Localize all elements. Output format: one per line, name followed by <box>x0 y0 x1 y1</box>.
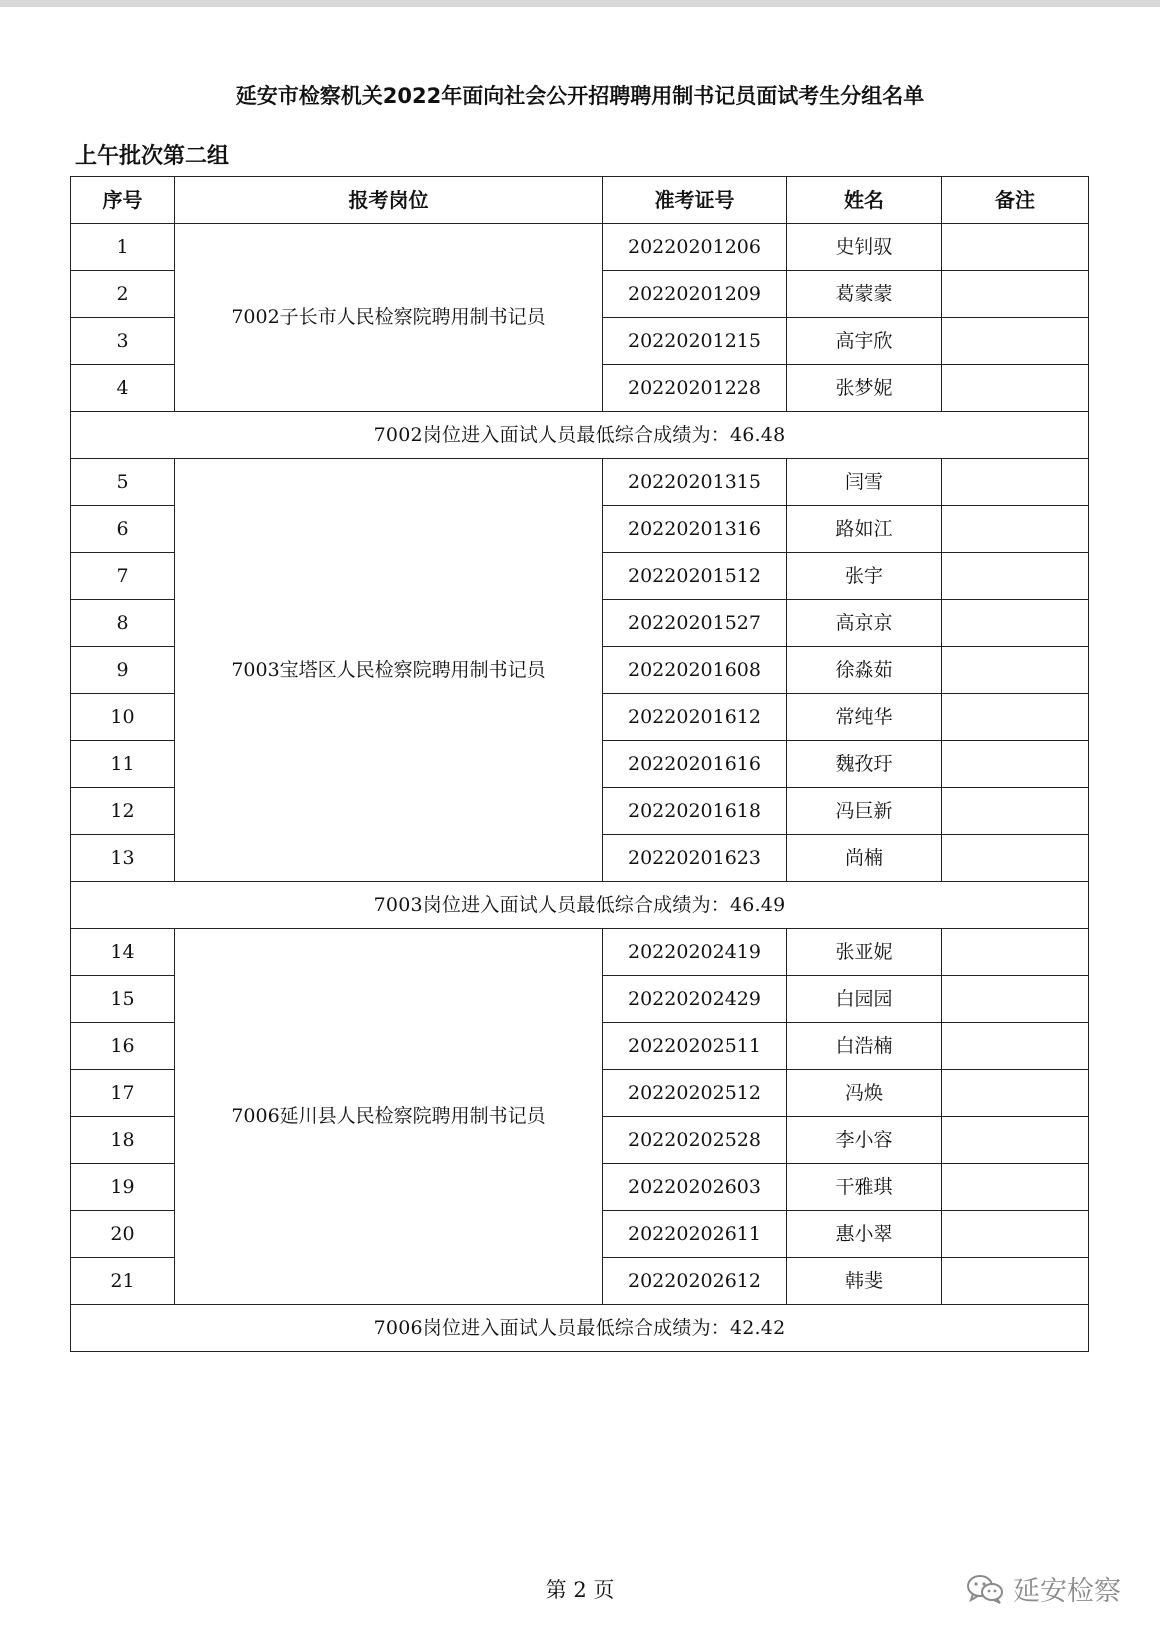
candidate-name-cell: 张梦妮 <box>787 365 942 412</box>
candidate-name-cell: 闫雪 <box>787 459 942 506</box>
exam-id-cell: 20220202429 <box>603 976 787 1023</box>
candidate-name-cell: 冯巨新 <box>787 788 942 835</box>
remark-cell <box>942 459 1089 506</box>
candidate-name-cell: 干雅琪 <box>787 1164 942 1211</box>
exam-id-cell: 20220201608 <box>603 647 787 694</box>
row-index-cell: 5 <box>71 459 175 506</box>
position-cell: 7006延川县人民检察院聘用制书记员 <box>175 929 603 1305</box>
exam-id-cell: 20220201209 <box>603 271 787 318</box>
minimum-score-summary: 7003岗位进入面试人员最低综合成绩为：46.49 <box>71 882 1089 929</box>
candidate-name-cell: 葛蒙蒙 <box>787 271 942 318</box>
candidate-name-cell: 徐淼茹 <box>787 647 942 694</box>
exam-id-cell: 20220201527 <box>603 600 787 647</box>
row-index-cell: 20 <box>71 1211 175 1258</box>
remark-cell <box>942 1211 1089 1258</box>
exam-id-cell: 20220201623 <box>603 835 787 882</box>
wechat-watermark <box>965 1569 1121 1608</box>
row-index-cell: 6 <box>71 506 175 553</box>
remark-cell <box>942 600 1089 647</box>
candidate-name-cell: 尚楠 <box>787 835 942 882</box>
candidate-name-cell: 张亚妮 <box>787 929 942 976</box>
exam-id-cell: 20220202419 <box>603 929 787 976</box>
row-index-cell: 17 <box>71 1070 175 1117</box>
row-index-cell: 9 <box>71 647 175 694</box>
candidate-name-cell: 白浩楠 <box>787 1023 942 1070</box>
candidate-name-cell: 常纯华 <box>787 694 942 741</box>
row-index-cell: 8 <box>71 600 175 647</box>
remark-cell <box>942 741 1089 788</box>
row-index-cell: 16 <box>71 1023 175 1070</box>
header-index: 序号 <box>71 177 175 224</box>
table-row <box>71 224 1089 271</box>
row-index-cell: 14 <box>71 929 175 976</box>
exam-id-cell: 20220201315 <box>603 459 787 506</box>
remark-cell <box>942 224 1089 271</box>
row-index-cell: 19 <box>71 1164 175 1211</box>
document-title: 延安市检察机关2022年面向社会公开招聘聘用制书记员面试考生分组名单 <box>235 84 925 108</box>
remark-cell <box>942 318 1089 365</box>
row-index-cell: 15 <box>71 976 175 1023</box>
header-exam-id: 准考证号 <box>603 177 787 224</box>
exam-id-cell: 20220201206 <box>603 224 787 271</box>
exam-id-cell: 20220201616 <box>603 741 787 788</box>
row-index-cell: 2 <box>71 271 175 318</box>
minimum-score-summary: 7002岗位进入面试人员最低综合成绩为：46.48 <box>71 412 1089 459</box>
candidate-name-cell: 高京京 <box>787 600 942 647</box>
candidate-name-cell: 路如江 <box>787 506 942 553</box>
exam-id-cell: 20220201512 <box>603 553 787 600</box>
remark-cell <box>942 365 1089 412</box>
remark-cell <box>942 647 1089 694</box>
page-number: 第 2 页 <box>545 1578 615 1602</box>
remark-cell <box>942 1070 1089 1117</box>
candidate-name-cell: 惠小翠 <box>787 1211 942 1258</box>
interview-group-table <box>70 176 1089 1352</box>
table-header-row <box>71 177 1089 224</box>
watermark-text: 延安检察 <box>1013 1576 1121 1607</box>
exam-id-cell: 20220202603 <box>603 1164 787 1211</box>
table-body <box>71 224 1089 1352</box>
position-cell: 7003宝塔区人民检察院聘用制书记员 <box>175 459 603 882</box>
wechat-icon <box>965 1573 1005 1605</box>
row-index-cell: 18 <box>71 1117 175 1164</box>
remark-cell <box>942 835 1089 882</box>
section-summary-row <box>71 1305 1089 1352</box>
row-index-cell: 7 <box>71 553 175 600</box>
section-summary-row <box>71 412 1089 459</box>
candidate-name-cell: 冯焕 <box>787 1070 942 1117</box>
minimum-score-summary: 7006岗位进入面试人员最低综合成绩为：42.42 <box>71 1305 1089 1352</box>
row-index-cell: 10 <box>71 694 175 741</box>
row-index-cell: 11 <box>71 741 175 788</box>
position-cell: 7002子长市人民检察院聘用制书记员 <box>175 224 603 412</box>
table-row <box>71 929 1089 976</box>
row-index-cell: 3 <box>71 318 175 365</box>
remark-cell <box>942 1023 1089 1070</box>
exam-id-cell: 20220202511 <box>603 1023 787 1070</box>
header-position: 报考岗位 <box>175 177 603 224</box>
remark-cell <box>942 694 1089 741</box>
exam-id-cell: 20220202512 <box>603 1070 787 1117</box>
remark-cell <box>942 929 1089 976</box>
top-edge-bar <box>0 0 1160 7</box>
exam-id-cell: 20220202612 <box>603 1258 787 1305</box>
exam-id-cell: 20220201215 <box>603 318 787 365</box>
table-row <box>71 459 1089 506</box>
remark-cell <box>942 1164 1089 1211</box>
exam-id-cell: 20220201618 <box>603 788 787 835</box>
row-index-cell: 4 <box>71 365 175 412</box>
candidate-name-cell: 魏孜玗 <box>787 741 942 788</box>
candidate-name-cell: 史钊驭 <box>787 224 942 271</box>
remark-cell <box>942 788 1089 835</box>
row-index-cell: 13 <box>71 835 175 882</box>
header-name: 姓名 <box>787 177 942 224</box>
exam-id-cell: 20220202611 <box>603 1211 787 1258</box>
candidate-name-cell: 高宇欣 <box>787 318 942 365</box>
section-summary-row <box>71 882 1089 929</box>
row-index-cell: 21 <box>71 1258 175 1305</box>
remark-cell <box>942 271 1089 318</box>
exam-id-cell: 20220201228 <box>603 365 787 412</box>
group-title: 上午批次第二组 <box>75 144 230 169</box>
exam-id-cell: 20220201316 <box>603 506 787 553</box>
remark-cell <box>942 976 1089 1023</box>
candidate-name-cell: 白园园 <box>787 976 942 1023</box>
remark-cell <box>942 1117 1089 1164</box>
remark-cell <box>942 506 1089 553</box>
row-index-cell: 1 <box>71 224 175 271</box>
candidate-name-cell: 韩斐 <box>787 1258 942 1305</box>
candidate-name-cell: 李小容 <box>787 1117 942 1164</box>
header-remarks: 备注 <box>942 177 1089 224</box>
exam-id-cell: 20220202528 <box>603 1117 787 1164</box>
row-index-cell: 12 <box>71 788 175 835</box>
candidate-name-cell: 张宇 <box>787 553 942 600</box>
remark-cell <box>942 553 1089 600</box>
exam-id-cell: 20220201612 <box>603 694 787 741</box>
remark-cell <box>942 1258 1089 1305</box>
